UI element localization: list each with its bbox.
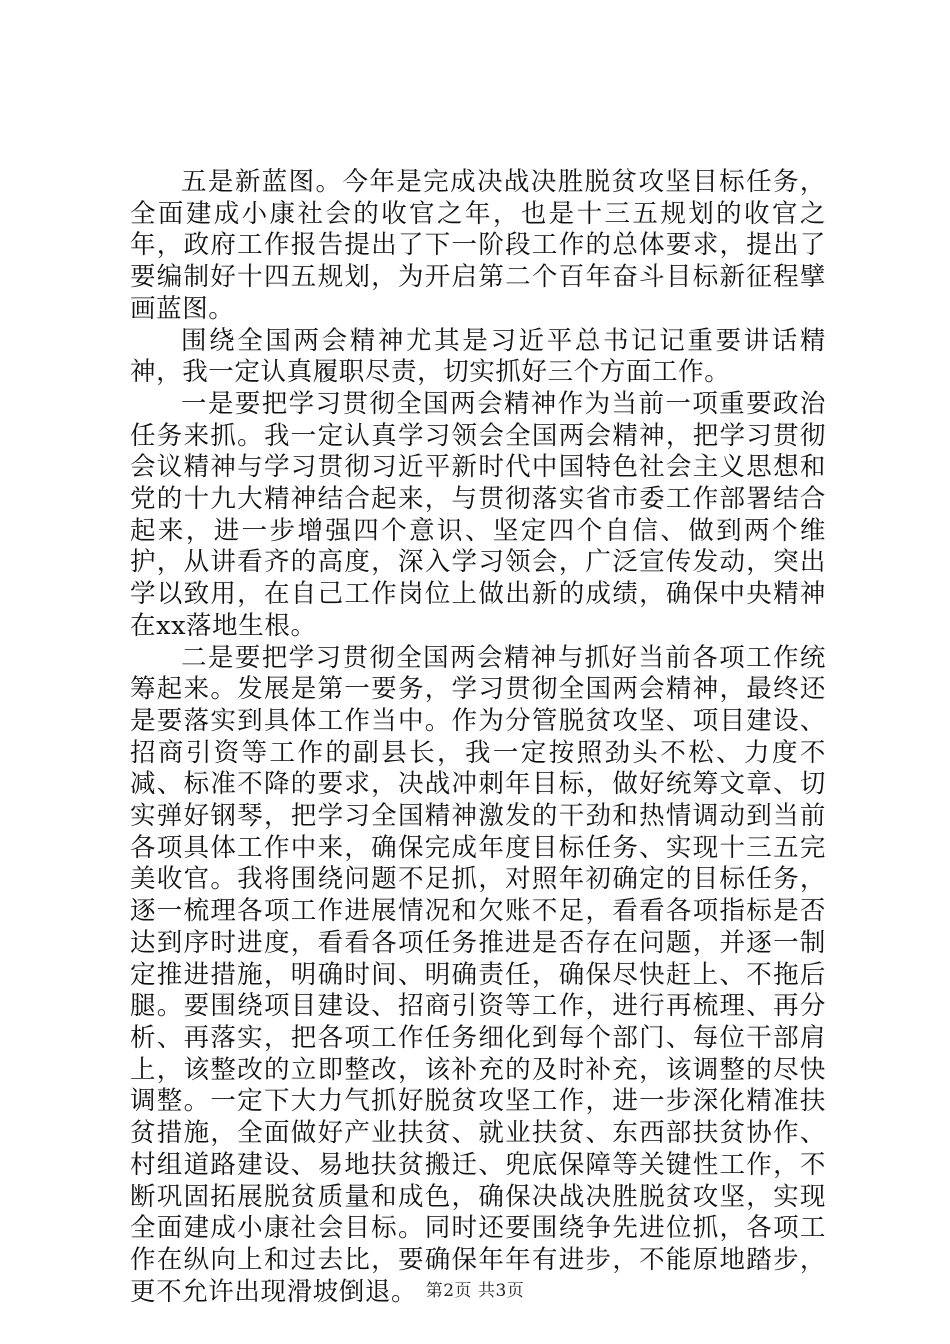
paragraph-task-two: 二是要把学习贯彻全国两会精神与抓好当前各项工作统筹起来。发展是第一要务，学习贯彻全国两会精神，最终还是要落实到具体工作当中。作为分管脱贫攻坚、项目建设、招商引资等工作的副县长，我一定按照劲头不松、力度不减、标准不降的要求，决战冲刺年目标，做好统筹文章、切实弹好钢琴，把学习全国精神激发的干劲和热情调动到当前各项具体工作中来，确保完成年度目标任务、实现十三五完美收官。我将围绕问题不足抓，对照年初确定的目标任务，逐一梳理各项工作进展情况和欠账不足，看看各项指标是否达到序时进度，看看各项任务推进是否存在问题，并逐一制定推进措施，明确时间、明确责任，确保尽快赶上、不拖后腿。要围绕项目建设、招商引资等工作，进行再梳理、再分析、再落实，把各项工作任务细化到每个部门、每位干部肩上，该整改的立即整改，该补充的及时补充，该调整的尽快调整。一定下大力气抓好脱贫攻坚工作，进一步深化精准扶贫措施，全面做好产业扶贫、就业扶贫、东西部扶贫协作、村组道路建设、易地扶贫搬迁、兜底保障等关键性工作，不断巩固拓展脱贫质量和成色，确保决战决胜脱贫攻坚，实现全面建成小康社会目标。同时还要围绕争先进位抓，各项工作在纵向上和过去比，要确保年年有进步，不能原地踏步，更不允许出现滑坡倒退。 — [130, 642, 826, 1307]
paragraph-task-one: 一是要把学习贯彻全国两会精神作为当前一项重要政治任务来抓。我一定认真学习领会全国两会精神，把学习贯彻会议精神与学习贯彻习近平新时代中国特色社会主义思想和党的十九大精神结合起来，与贯彻落实省市委工作部署结合起来，进一步增强四个意识、坚定四个自信、做到两个维护，从讲看齐的高度，深入学习领会，广泛宣传发动，突出学以致用，在自己工作岗位上做出新的成绩，确保中央精神在xx落地生根。 — [130, 388, 826, 641]
paragraph-new-blueprint: 五是新蓝图。今年是完成决战决胜脱贫攻坚目标任务，全面建成小康社会的收官之年，也是十三五规划的收官之年，政府工作报告提出了下一阶段工作的总体要求，提出了要编制好十四五规划，为开启第二个百年奋斗目标新征程擘画蓝图。 — [130, 167, 826, 324]
page-number-footer: 第2页 共3页 — [425, 1281, 525, 1301]
document-body — [130, 167, 826, 1308]
paragraph-intro-three-tasks: 围绕全国两会精神尤其是习近平总书记记重要讲话精神，我一定认真履职尽责，切实抓好三个方面工作。 — [130, 325, 826, 388]
